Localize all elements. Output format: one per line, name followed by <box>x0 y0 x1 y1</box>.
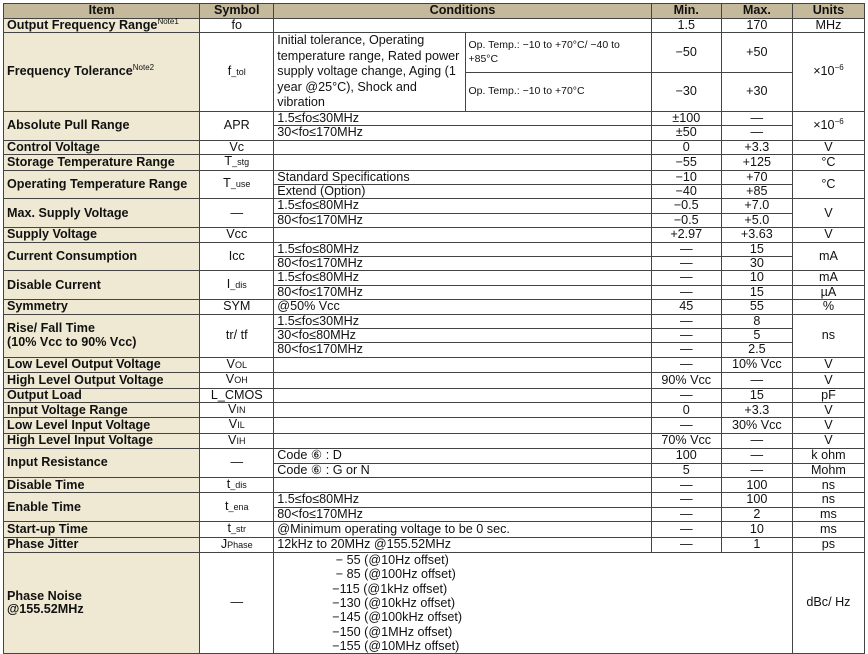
condition-cell <box>274 478 651 493</box>
min-cell: — <box>651 537 721 552</box>
condition-cell <box>274 403 651 418</box>
spec-table <box>3 3 865 654</box>
item-cell: Absolute Pull Range <box>4 111 200 140</box>
item-cell: Enable Time <box>4 493 200 522</box>
condition-cell <box>274 388 651 402</box>
row-absolute-pull-range <box>4 111 865 125</box>
item-cell: Current Consumption <box>4 242 200 271</box>
condition-cell: Standard Specifications <box>274 170 651 184</box>
min-cell: — <box>651 493 721 507</box>
max-cell: +50 <box>721 33 792 72</box>
condition-cell <box>274 373 651 388</box>
min-cell: −55 <box>651 155 721 170</box>
max-cell: 30% Vcc <box>721 418 792 433</box>
symbol-cell: t_dis <box>200 478 274 493</box>
condition-cell <box>274 418 651 433</box>
row-current-consumption <box>4 242 865 256</box>
min-cell: — <box>651 285 721 299</box>
max-cell: +7.0 <box>721 199 792 213</box>
condition-cell: Code ⑥ : G or N <box>274 463 651 477</box>
min-cell: −0.5 <box>651 199 721 213</box>
item-cell: Supply Voltage <box>4 228 200 242</box>
phase-noise-line: −115 (@1kHz offset) <box>332 581 448 596</box>
condition-cell: Code ⑥ : D <box>274 449 651 463</box>
max-cell: 5 <box>721 329 792 343</box>
unit-cell: °C <box>792 170 864 199</box>
unit-cell: V <box>792 199 864 228</box>
condition-cell <box>274 357 651 372</box>
symbol-cell: — <box>200 199 274 228</box>
unit-cell: Mohm <box>792 463 864 477</box>
item-cell: Rise/ Fall Time (10% Vcc to 90% Vcc) <box>4 314 200 357</box>
note-ref: Note1 <box>157 16 179 26</box>
max-cell: 15 <box>721 242 792 256</box>
item-cell: Operating Temperature Range <box>4 170 200 199</box>
row-rise-fall-time <box>4 314 865 328</box>
symbol-cell: APR <box>200 111 274 140</box>
header-item: Item <box>4 4 200 19</box>
item-cell: Phase Noise @155.52MHz <box>4 553 200 654</box>
row-symmetry <box>4 300 865 314</box>
condition-cell: 12kHz to 20MHz @155.52MHz <box>274 537 651 552</box>
unit-cell: % <box>792 300 864 314</box>
phase-noise-line: − 85 (@100Hz offset) <box>332 567 456 582</box>
header-symbol: Symbol <box>200 4 274 19</box>
header-row <box>4 4 865 19</box>
min-cell: +2.97 <box>651 228 721 242</box>
row-high-level-output-voltage <box>4 373 865 388</box>
min-cell: — <box>651 242 721 256</box>
symbol-cell: VIL <box>200 418 274 433</box>
symbol-cell: — <box>200 449 274 478</box>
min-cell: ±50 <box>651 126 721 140</box>
symbol-cell: JPhase <box>200 537 274 552</box>
item-cell: Input Voltage Range <box>4 403 200 418</box>
item-cell: Control Voltage <box>4 140 200 154</box>
row-phase-noise <box>4 553 865 654</box>
unit-cell: $\times 10^{-6}$ <box>792 111 864 140</box>
row-output-load <box>4 388 865 402</box>
item-cell: Start-up Time <box>4 522 200 537</box>
item-cell: Low Level Input Voltage <box>4 418 200 433</box>
condition-cell <box>274 140 651 154</box>
condition-cell <box>274 228 651 242</box>
unit-cell: ns <box>792 493 864 507</box>
symbol-cell: Vcc <box>200 228 274 242</box>
max-cell: +85 <box>721 184 792 198</box>
item-cell: Low Level Output Voltage <box>4 357 200 372</box>
op-temp-condition: Op. Temp.: −10 to +70°C/ −40 to +85°C <box>465 33 651 72</box>
condition-cell: 1.5≤fo≤80MHz <box>274 493 651 507</box>
condition-cell: 80<fo≤170MHz <box>274 507 651 521</box>
condition-cell: @50% Vcc <box>274 300 651 314</box>
row-output-frequency <box>4 19 865 33</box>
header-units: Units <box>792 4 864 19</box>
unit-cell: ps <box>792 537 864 552</box>
unit-cell: MHz <box>792 19 864 33</box>
max-cell: +3.3 <box>721 403 792 418</box>
min-cell: — <box>651 507 721 521</box>
max-cell: — <box>721 373 792 388</box>
min-cell: — <box>651 271 721 285</box>
max-cell: 10 <box>721 271 792 285</box>
condition-cell: 1.5≤fo≤30MHz <box>274 111 651 125</box>
item-cell: Disable Current <box>4 271 200 300</box>
unit-cell: V <box>792 433 864 448</box>
item-cell: High Level Output Voltage <box>4 373 200 388</box>
min-cell: −10 <box>651 170 721 184</box>
condition-cell <box>274 155 651 170</box>
symbol-cell: SYM <box>200 300 274 314</box>
max-cell: +5.0 <box>721 213 792 227</box>
min-cell: — <box>651 357 721 372</box>
max-cell: — <box>721 449 792 463</box>
item-cell: Output Load <box>4 388 200 402</box>
phase-noise-list <box>277 553 789 653</box>
min-cell: 0 <box>651 140 721 154</box>
max-cell: +70 <box>721 170 792 184</box>
max-cell: +3.63 <box>721 228 792 242</box>
item-cell: Phase Jitter <box>4 537 200 552</box>
phase-noise-line: −150 (@1MHz offset) <box>332 624 453 639</box>
condition-cell: 30<fo≤80MHz <box>274 329 651 343</box>
item-cell: Input Resistance <box>4 449 200 478</box>
condition-cell: 30<fo≤170MHz <box>274 126 651 140</box>
row-phase-jitter <box>4 537 865 552</box>
symbol-cell: — <box>200 553 274 654</box>
row-supply-voltage <box>4 228 865 242</box>
condition-cell <box>274 19 651 33</box>
unit-cell: mA <box>792 271 864 285</box>
min-cell: 0 <box>651 403 721 418</box>
symbol-cell: T_stg <box>200 155 274 170</box>
min-cell: — <box>651 329 721 343</box>
max-cell: +125 <box>721 155 792 170</box>
row-control-voltage <box>4 140 865 154</box>
condition-cell <box>274 433 651 448</box>
phase-noise-line: − 55 (@10Hz offset) <box>332 553 449 568</box>
item-cell: Storage Temperature Range <box>4 155 200 170</box>
min-cell: 1.5 <box>651 19 721 33</box>
min-cell: −50 <box>651 33 721 72</box>
condition-cell: 80<fo≤170MHz <box>274 285 651 299</box>
header-min: Min. <box>651 4 721 19</box>
min-cell: — <box>651 256 721 270</box>
unit-cell: V <box>792 403 864 418</box>
unit-cell: dBc/ Hz <box>792 553 864 654</box>
condition-cell: 1.5≤fo≤80MHz <box>274 242 651 256</box>
min-cell: 5 <box>651 463 721 477</box>
max-cell: 10% Vcc <box>721 357 792 372</box>
symbol-cell: t_ena <box>200 493 274 522</box>
max-cell: 170 <box>721 19 792 33</box>
symbol-cell: VIH <box>200 433 274 448</box>
unit-cell: ms <box>792 522 864 537</box>
condition-cell: 1.5≤fo≤80MHz <box>274 271 651 285</box>
min-cell: 70% Vcc <box>651 433 721 448</box>
item-cell: Symmetry <box>4 300 200 314</box>
max-cell: 8 <box>721 314 792 328</box>
min-cell: 100 <box>651 449 721 463</box>
item-cell: Frequency Tolerance$^{Note2}$ <box>4 33 200 112</box>
symbol-cell: fo <box>200 19 274 33</box>
max-cell: 15 <box>721 285 792 299</box>
min-cell: 45 <box>651 300 721 314</box>
unit-cell: pF <box>792 388 864 402</box>
condition-cell: 80<fo≤170MHz <box>274 256 651 270</box>
row-input-resistance <box>4 449 865 463</box>
row-enable-time <box>4 493 865 507</box>
min-cell: −0.5 <box>651 213 721 227</box>
max-cell: +30 <box>721 72 792 111</box>
row-low-level-input-voltage <box>4 418 865 433</box>
min-cell: 90% Vcc <box>651 373 721 388</box>
condition-cell: Extend (Option) <box>274 184 651 198</box>
max-cell: 10 <box>721 522 792 537</box>
item-cell: Output Frequency Range$^{Note1}$ <box>4 19 200 33</box>
max-cell: — <box>721 111 792 125</box>
unit-cell: V <box>792 418 864 433</box>
symbol-cell: VIN <box>200 403 274 418</box>
unit-cell: k ohm <box>792 449 864 463</box>
symbol-cell: I_dis <box>200 271 274 300</box>
max-cell: — <box>721 463 792 477</box>
row-low-level-output-voltage <box>4 357 865 372</box>
max-cell: 2.5 <box>721 343 792 357</box>
min-cell: ±100 <box>651 111 721 125</box>
phase-noise-line: −145 (@100kHz offset) <box>332 610 463 625</box>
symbol-cell: f_tol <box>200 33 274 112</box>
max-cell: 55 <box>721 300 792 314</box>
max-cell: 15 <box>721 388 792 402</box>
row-max-supply-voltage <box>4 199 865 213</box>
max-cell: — <box>721 126 792 140</box>
row-operating-temperature <box>4 170 865 184</box>
row-disable-current <box>4 271 865 285</box>
row-storage-temperature <box>4 155 865 170</box>
condition-cell: Initial tolerance, Operating temperature range, Rated power supply voltage change, Aging (1 year @25°C), Shock and vibration <box>274 33 465 112</box>
condition-cell: 80<fo≤170MHz <box>274 213 651 227</box>
op-temp-condition: Op. Temp.: −10 to +70°C <box>465 72 651 111</box>
max-cell: 2 <box>721 507 792 521</box>
item-cell: Max. Supply Voltage <box>4 199 200 228</box>
unit-cell: $\times 10^{-6}$ <box>792 33 864 112</box>
symbol-cell: Icc <box>200 242 274 271</box>
unit-cell: V <box>792 140 864 154</box>
condition-cell: 1.5≤fo≤80MHz <box>274 199 651 213</box>
min-cell: — <box>651 418 721 433</box>
header-max: Max. <box>721 4 792 19</box>
note-ref: Note2 <box>132 63 155 73</box>
min-cell: −40 <box>651 184 721 198</box>
min-cell: — <box>651 314 721 328</box>
unit-cell: ns <box>792 314 864 357</box>
row-startup-time <box>4 522 865 537</box>
unit-cell: mA <box>792 242 864 271</box>
item-cell: Disable Time <box>4 478 200 493</box>
symbol-cell: tr/ tf <box>200 314 274 357</box>
unit-cell: ms <box>792 507 864 521</box>
unit-cell: ns <box>792 478 864 493</box>
unit-cell: °C <box>792 155 864 170</box>
max-cell: 1 <box>721 537 792 552</box>
phase-noise-values <box>274 553 793 654</box>
phase-noise-line: −130 (@10kHz offset) <box>332 595 456 610</box>
unit-cell: V <box>792 373 864 388</box>
max-cell: +3.3 <box>721 140 792 154</box>
unit-cell: µA <box>792 285 864 299</box>
condition-cell: 1.5≤fo≤30MHz <box>274 314 651 328</box>
min-cell: — <box>651 343 721 357</box>
min-cell: — <box>651 388 721 402</box>
symbol-cell: T_use <box>200 170 274 199</box>
row-high-level-input-voltage <box>4 433 865 448</box>
max-cell: 100 <box>721 493 792 507</box>
row-disable-time <box>4 478 865 493</box>
symbol-cell: Vc <box>200 140 274 154</box>
max-cell: — <box>721 433 792 448</box>
row-input-voltage-range <box>4 403 865 418</box>
max-cell: 30 <box>721 256 792 270</box>
row-frequency-tolerance <box>4 33 865 72</box>
unit-cell: V <box>792 228 864 242</box>
condition-cell: 80<fo≤170MHz <box>274 343 651 357</box>
symbol-cell: L_CMOS <box>200 388 274 402</box>
item-cell: High Level Input Voltage <box>4 433 200 448</box>
condition-cell: @Minimum operating voltage to be 0 sec. <box>274 522 651 537</box>
min-cell: −30 <box>651 72 721 111</box>
min-cell: — <box>651 522 721 537</box>
phase-noise-line: −155 (@10MHz offset) <box>332 638 460 653</box>
unit-cell: V <box>792 357 864 372</box>
symbol-cell: t_str <box>200 522 274 537</box>
symbol-cell: VOL <box>200 357 274 372</box>
header-conditions: Conditions <box>274 4 651 19</box>
max-cell: 100 <box>721 478 792 493</box>
symbol-cell: VOH <box>200 373 274 388</box>
min-cell: — <box>651 478 721 493</box>
